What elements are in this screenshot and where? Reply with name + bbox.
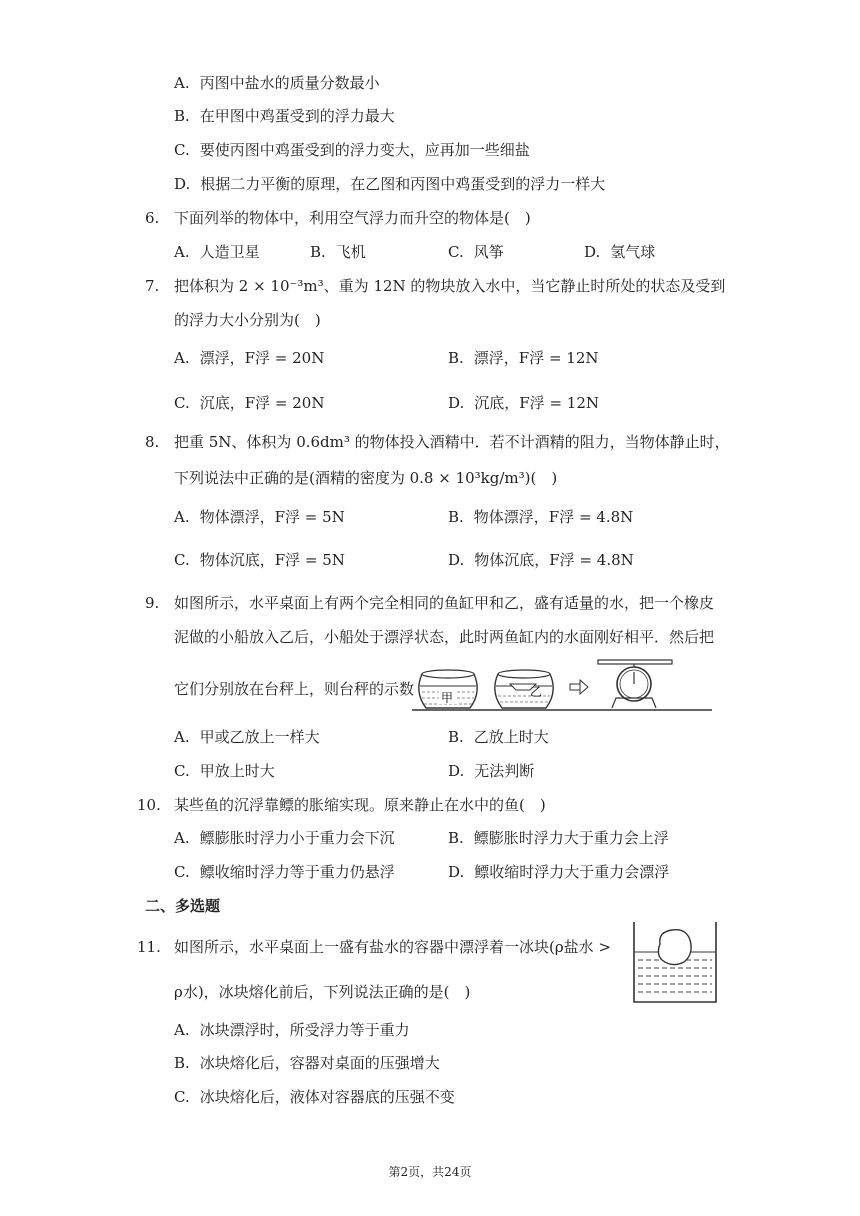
q8-number: 8.	[145, 433, 160, 451]
q5-option-b: B. 在甲图中鸡蛋受到的浮力最大	[174, 107, 395, 125]
q8-option-c: C. 物体沉底，F浮 = 5N	[174, 551, 345, 569]
scale-icon	[598, 660, 672, 708]
q9-number: 9.	[145, 594, 160, 612]
section-heading-multiple-choice: 二、多选题	[145, 897, 221, 915]
q11-option-b: B. 冰块熔化后，容器对桌面的压强增大	[174, 1054, 440, 1072]
q7-number: 7.	[145, 277, 160, 295]
q10-stem: 某些鱼的沉浮靠鳔的胀缩实现。原来静止在水中的鱼( )	[174, 796, 546, 814]
q9-option-d: D. 无法判断	[448, 762, 535, 780]
q9-option-c: C. 甲放上时大	[174, 762, 275, 780]
q6-option-a: A. 人造卫星	[174, 243, 260, 261]
q9-stem-line1: 如图所示，水平桌面上有两个完全相同的鱼缸甲和乙，盛有适量的水，把一个橡皮	[174, 594, 715, 612]
q6-number: 6.	[145, 209, 160, 227]
q9-stem-line3: 它们分别放在台秤上，则台秤的示数	[174, 680, 415, 698]
q8-option-d: D. 物体沉底，F浮 = 4.8N	[448, 551, 634, 569]
page-footer: 第2页，共24页	[388, 1165, 472, 1179]
q11-option-a: A. 冰块漂浮时，所受浮力等于重力	[174, 1021, 410, 1039]
q9-option-a: A. 甲或乙放上一样大	[174, 728, 320, 746]
q7-option-d: D. 沉底，F浮 = 12N	[448, 394, 599, 412]
q11-option-c: C. 冰块熔化后，液体对容器底的压强不变	[174, 1088, 455, 1106]
q7-option-b: B. 漂浮，F浮 = 12N	[448, 349, 599, 367]
q11-number: 11.	[137, 938, 161, 956]
q9-figure	[412, 652, 712, 714]
q5-option-d: D. 根据二力平衡的原理，在乙图和丙图中鸡蛋受到的浮力一样大	[174, 175, 606, 193]
q10-option-b: B. 鳔膨胀时浮力大于重力会上浮	[448, 829, 669, 847]
q8-option-a: A. 物体漂浮，F浮 = 5N	[174, 508, 345, 526]
tank-jia	[419, 670, 477, 708]
arrow-icon	[570, 680, 588, 694]
q8-stem-line2: 下列说法中正确的是(酒精的密度为 0.8 × 10³kg/m³)( )	[174, 469, 558, 487]
q9-stem-line2: 泥做的小船放入乙后，小船处于漂浮状态，此时两鱼缸内的水面刚好相平．然后把	[174, 628, 715, 646]
tank-jia-label: 甲	[441, 691, 454, 705]
q7-option-c: C. 沉底，F浮 = 20N	[174, 394, 325, 412]
q6-option-b: B. 飞机	[310, 243, 366, 261]
q11-stem-line1: 如图所示，水平桌面上一盛有盐水的容器中漂浮着一冰块(ρ盐水 >	[174, 938, 612, 956]
q6-stem: 下面列举的物体中，利用空气浮力而升空的物体是( )	[174, 209, 531, 227]
q7-stem-line2: 的浮力大小分别为( )	[174, 311, 321, 329]
q6-option-c: C. 风筝	[448, 243, 504, 261]
q10-number: 10.	[137, 796, 161, 814]
q10-option-c: C. 鳔收缩时浮力等于重力仍悬浮	[174, 863, 395, 881]
q11-figure	[632, 922, 718, 1004]
q5-option-c: C. 要使丙图中鸡蛋受到的浮力变大，应再加一些细盐	[174, 141, 530, 159]
q8-stem-line1: 把重 5N、体积为 0.6dm³ 的物体投入酒精中．若不计酒精的阻力，当物体静止时，	[174, 433, 730, 451]
q5-option-a: A. 丙图中盐水的质量分数最小	[174, 74, 380, 92]
tank-yi	[495, 670, 553, 708]
q6-option-d: D. 氢气球	[584, 243, 656, 261]
q7-stem-line1: 把体积为 2 × 10⁻³m³、重为 12N 的物块放入水中，当它静止时所处的状态及受到	[174, 277, 726, 295]
q9-option-b: B. 乙放上时大	[448, 728, 549, 746]
tank-yi-label: 乙	[530, 685, 543, 699]
q10-option-a: A. 鳔膨胀时浮力小于重力会下沉	[174, 829, 395, 847]
ice-block	[658, 930, 691, 965]
q7-option-a: A. 漂浮，F浮 = 20N	[174, 349, 325, 367]
q8-option-b: B. 物体漂浮，F浮 = 4.8N	[448, 508, 634, 526]
q10-option-d: D. 鳔收缩时浮力大于重力会漂浮	[448, 863, 670, 881]
q11-stem-line2: ρ水)，冰块熔化前后，下列说法正确的是( )	[174, 983, 471, 1001]
